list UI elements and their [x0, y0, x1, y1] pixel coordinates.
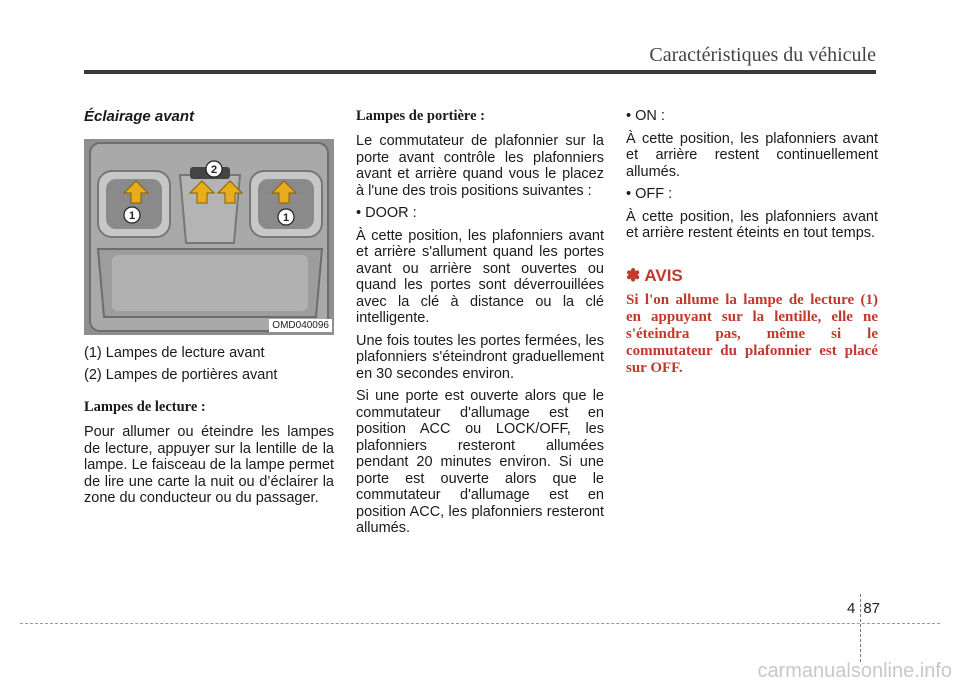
on-position-label: • ON :: [626, 108, 665, 124]
running-header: Caractéristiques du véhicule: [649, 44, 876, 66]
chapter-number: 4: [846, 600, 856, 617]
column-left: [84, 108, 334, 513]
door-closed-text: Une fois toutes les portes fermées, les plafonniers s'éteindront graduellement en 30 secondes environ.: [356, 332, 604, 382]
reading-lamps-title: Lampes de lecture :: [84, 399, 206, 415]
page-number-value: 87: [863, 600, 880, 617]
door-open-text: Si une porte est ouverte alors que le commutateur d'allumage est en position ACC ou LOCK/OFF, les plafonniers resteront allumées pendant 20 minutes environ. Si une porte est ouverte alors que le commutateur d'allumage est en position ACC, les plafonniers resteront allumés.: [356, 388, 604, 536]
off-position-text: À cette position, les plafonniers avant et arrière restent éteints en tout temps.: [626, 208, 878, 241]
section-title: Éclairage avant: [84, 108, 195, 125]
door-lamps-intro: Le commutateur de plafonnier sur la porte avant contrôle les plafonniers avant et arrière quand vous le placez à l'une des trois positions suivantes :: [356, 133, 604, 199]
caption-door-lamps: (2) Lampes de portières avant: [84, 367, 278, 383]
figure-label-right: 1: [282, 212, 290, 224]
figure-code: OMD040096: [269, 319, 332, 332]
watermark: carmanualsonline.info: [757, 660, 952, 682]
door-lamps-title: Lampes de portière :: [356, 108, 485, 124]
notice-text: Si l'on allume la lampe de lecture (1) en appuyant sur la lentille, elle ne s'éteindra pas, même si le commutateur du plafonnier est placé sur OFF.: [626, 291, 878, 376]
figure-label-center: 2: [210, 164, 218, 176]
door-position-label: • DOOR :: [356, 205, 417, 221]
notice-title: ✽ AVIS: [626, 265, 683, 285]
figure-label-left: 1: [128, 210, 136, 222]
column-right: [626, 108, 878, 377]
caption-reading-lamps: (1) Lampes de lecture avant: [84, 345, 265, 361]
reading-lamp-figure: [84, 139, 334, 335]
page-number: [847, 600, 880, 617]
off-position-label: • OFF :: [626, 186, 673, 202]
on-position-text: À cette position, les plafonniers avant et arrière restent continuellement allumés.: [626, 130, 878, 180]
reading-lamps-text: Pour allumer ou éteindre les lampes de lecture, appuyer sur la lentille de la lampe. Le faisceau de la lampe permet de lire une carte la nuit ou d’éclairer la zone du conducteur ou du passager.: [84, 424, 334, 506]
footer-dashed-line: [20, 623, 940, 624]
header-rule: [84, 70, 876, 74]
column-middle: [356, 108, 604, 543]
door-position-text: À cette position, les plafonniers avant et arrière s'allument quand les portes avant ou arrière sont ouvertes ou quand les portes sont déverrouillées avec la clé à distance ou la clé intelligente.: [356, 227, 604, 326]
overhead-console-illustration: [84, 139, 334, 335]
